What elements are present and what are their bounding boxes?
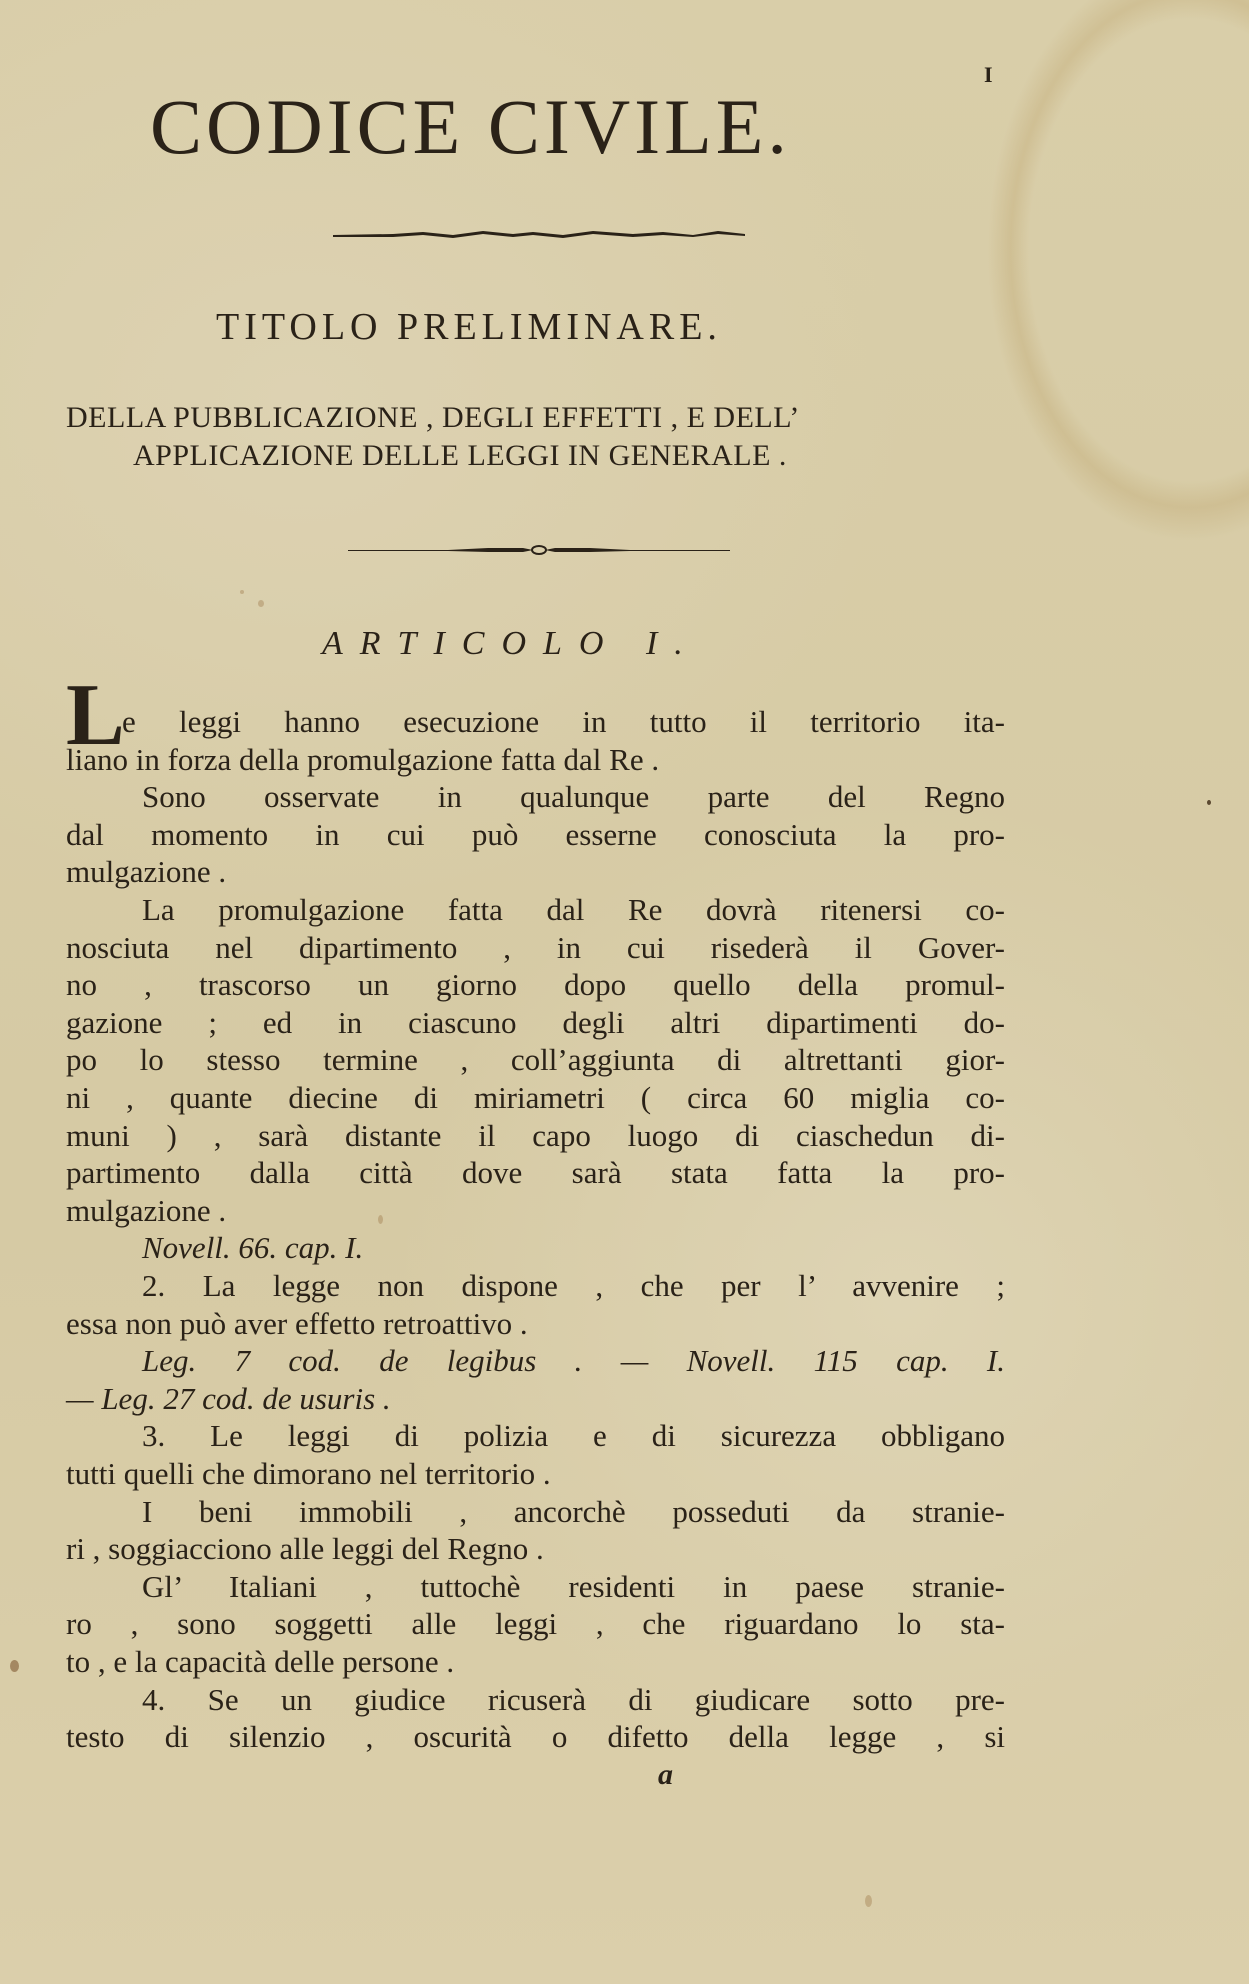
text-line: 4. Se un giudice ricuserà di giudicare sotto pre- xyxy=(142,1681,1005,1717)
foxing-spot xyxy=(258,600,264,607)
text-line: ni , quante diecine di miriametri ( circa 60 miglia co- xyxy=(66,1080,1005,1115)
text-line: testo di silenzio , oscurità o difetto della legge , si xyxy=(66,1719,1005,1755)
text-line: dal momento in cui può esserne conosciuta la pro- xyxy=(66,816,1005,852)
text-line: liano in forza della promulgazione fatta dal Re . xyxy=(66,741,660,777)
ornament-rule-icon xyxy=(348,545,730,555)
subtitle-line: DELLA PUBBLICAZIONE , DEGLI EFFETTI , E DELL’ xyxy=(66,401,800,434)
section-title: TITOLO PRELIMINARE. xyxy=(216,306,722,348)
foxing-spot xyxy=(240,590,244,594)
text-line: 3. Le leggi di polizia e di sicurezza obbligano xyxy=(142,1418,1005,1454)
text-line: Gl’ Italiani , tuttochè residenti in paese stranie- xyxy=(142,1568,1005,1604)
drop-cap: L xyxy=(66,667,125,764)
text-line: Novell. 66. cap. I. xyxy=(142,1230,364,1266)
text-line: po lo stesso termine , coll’aggiunta di altrettanti gior- xyxy=(66,1042,1005,1078)
subtitle-line: APPLICAZIONE DELLE LEGGI IN GENERALE . xyxy=(133,439,787,472)
text-line: tutti quelli che dimorano nel territorio . xyxy=(66,1456,551,1491)
text-line: to , e la capacità delle persone . xyxy=(66,1644,455,1679)
text-line: 2. La legge non dispone , che per l’ avvenire ; xyxy=(142,1268,1005,1303)
text-line: Leg. 7 cod. de legibus . — Novell. 115 cap. I. xyxy=(142,1343,1005,1379)
signature-mark: a xyxy=(658,1758,673,1791)
article-heading: ARTICOLO I. xyxy=(322,625,700,662)
foxing-spot xyxy=(10,1660,19,1672)
text-line: — Leg. 27 cod. de usuris . xyxy=(66,1380,391,1416)
text-line: La promulgazione fatta dal Re dovrà ritenersi co- xyxy=(142,892,1005,927)
text-line: Sono osservate in qualunque parte del Regno xyxy=(142,779,1005,815)
text-line: nosciuta nel dipartimento , in cui risederà il Gover- xyxy=(66,929,1005,965)
text-line: muni ) , sarà distante il capo luogo di ciaschedun di- xyxy=(66,1117,1005,1153)
text-line: no , trascorso un giorno dopo quello della promul- xyxy=(66,967,1005,1003)
foxing-spot xyxy=(1207,800,1211,805)
text-line: mulgazione . xyxy=(66,1192,227,1228)
text-line: mulgazione . xyxy=(66,854,227,890)
text-line: ro , sono soggetti alle leggi , che riguardano lo sta- xyxy=(66,1606,1005,1642)
text-line: gazione ; ed in ciascuno degli altri dipartimenti do- xyxy=(66,1004,1005,1040)
foxing-spot xyxy=(865,1895,872,1907)
text-line: essa non può aver effetto retroattivo . xyxy=(66,1305,528,1341)
text-line: partimento dalla città dove sarà stata fatta la pro- xyxy=(66,1155,1005,1191)
text-line: I beni immobili , ancorchè posseduti da stranie- xyxy=(142,1493,1005,1529)
text-line: e leggi hanno esecuzione in tutto il territorio ita- xyxy=(122,704,1005,739)
text-line: ri , soggiacciono alle leggi del Regno . xyxy=(66,1531,544,1567)
page-title: CODICE CIVILE. xyxy=(150,83,791,170)
page-number: I xyxy=(984,62,993,87)
ornament-rule-icon xyxy=(333,229,745,239)
